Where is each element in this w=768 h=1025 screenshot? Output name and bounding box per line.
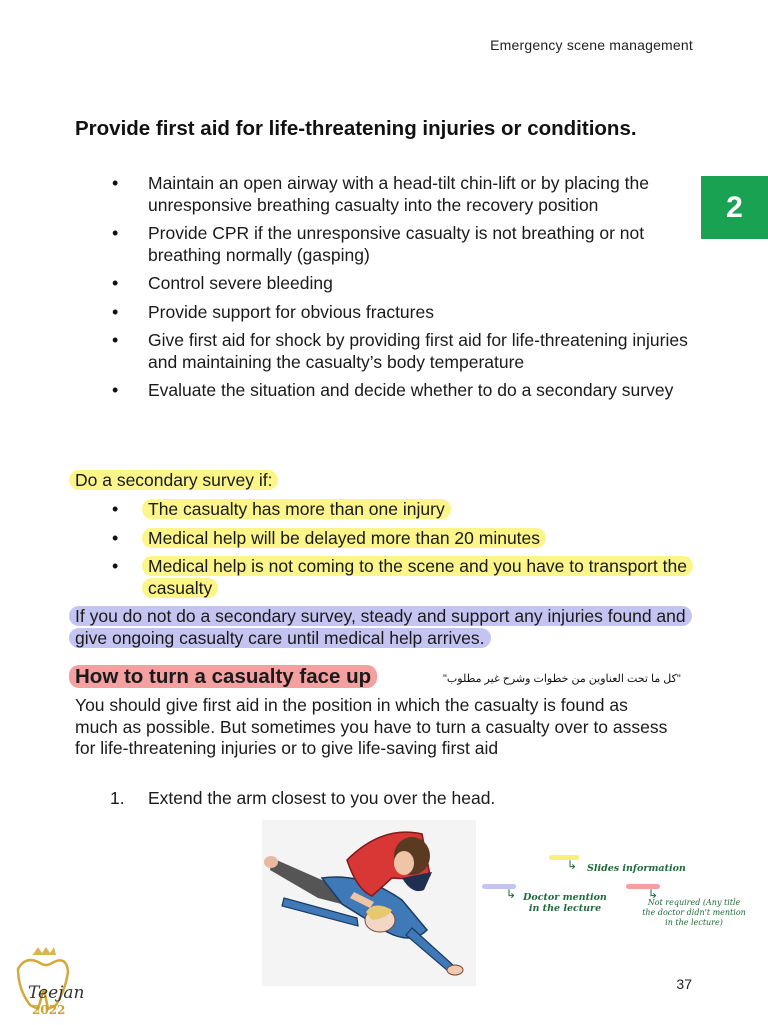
first-aid-list: [75, 173, 695, 409]
step-1: 1. Extend the arm closest to you over the head.: [110, 788, 496, 808]
list-item: • The casualty has more than one injury: [75, 499, 695, 521]
arrow-icon: ↳: [648, 887, 659, 901]
section-title: Provide first aid for life-threatening injuries or conditions.: [75, 117, 637, 140]
section-title-turn-casualty: How to turn a casualty face up: [75, 665, 377, 689]
list-item: • Provide CPR if the unresponsive casualty is not breathing or not breathing normally (gasping): [75, 223, 695, 266]
list-item: • Maintain an open airway with a head-tilt chin-lift or by placing the unresponsive breathing casualty into the recovery position: [75, 173, 695, 216]
legend-doctor-label: Doctor mention in the lecture: [523, 892, 607, 914]
list-item: • Medical help is not coming to the scene and you have to transport the casualty: [75, 556, 695, 599]
secondary-survey-intro: Do a secondary survey if:: [75, 470, 278, 492]
casualty-illustration: [262, 820, 476, 986]
list-item: • Control severe bleeding: [75, 273, 695, 295]
logo-year: 2022: [32, 1003, 66, 1017]
arrow-icon: ↳: [506, 887, 517, 901]
secondary-survey-list: [75, 499, 695, 606]
page-number: 37: [676, 976, 692, 992]
legend-not-required-label: Not required (Any title the doctor didn't mention in the lecture): [642, 898, 746, 927]
list-item: • Evaluate the situation and decide whether to do a secondary survey: [75, 380, 695, 402]
list-item: • Provide support for obvious fractures: [75, 302, 695, 324]
list-item: • Medical help will be delayed more than 20 minutes: [75, 528, 695, 550]
logo-text: Teejan: [28, 983, 85, 1003]
arrow-icon: ↳: [567, 858, 578, 872]
arabic-note: "كل ما تحت العناوين من خطوات وشرح غير مطلوب": [443, 673, 681, 685]
logo: [6, 945, 84, 1020]
legend-slides-label: Slides information: [587, 863, 686, 874]
turn-casualty-paragraph: You should give first aid in the position in which the casualty is found as much as possible. But sometimes you have to turn a casualty over to assess for life-threatening injuries or to give life-saving first aid: [75, 695, 668, 758]
chapter-tab: 2: [701, 176, 768, 239]
secondary-survey-note: If you do not do a secondary survey, steady and support any injuries found and give ongoing casualty care until medical help arrives.: [75, 606, 700, 649]
running-head: Emergency scene management: [490, 37, 693, 53]
list-item: • Give first aid for shock by providing first aid for life-threatening injuries and maintaining the casualty’s body temperature: [75, 330, 695, 373]
